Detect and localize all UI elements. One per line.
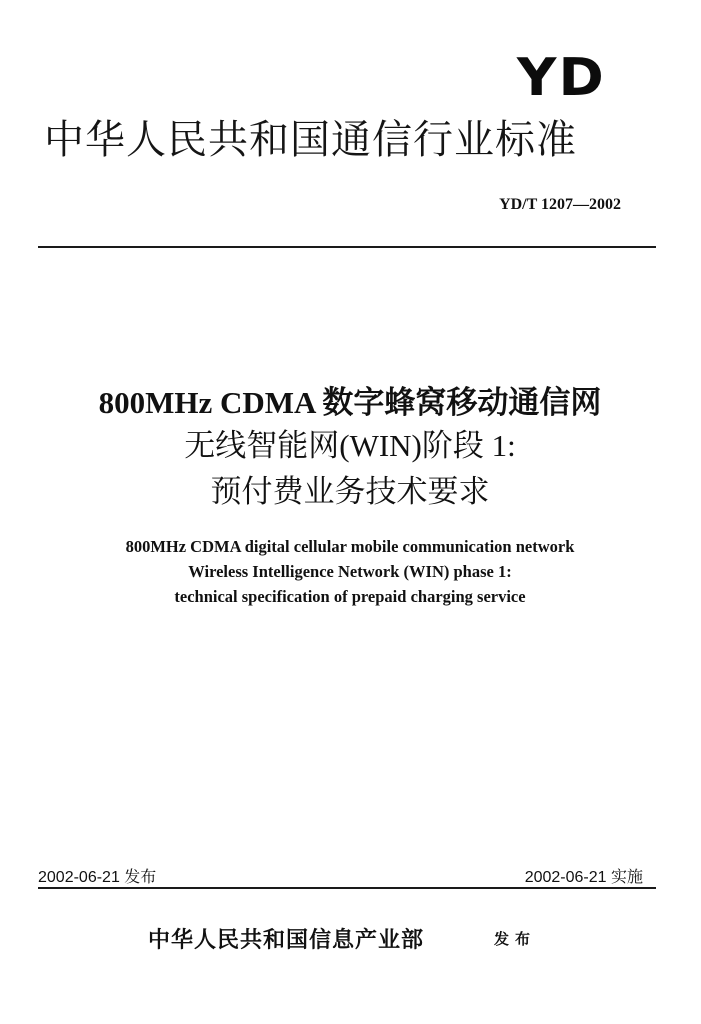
organization-title: 中华人民共和国通信行业标准 bbox=[44, 117, 577, 163]
title-english-line-3: technical specification of prepaid charging service bbox=[174, 587, 526, 606]
standard-logo: YD bbox=[517, 48, 607, 108]
title-chinese-line-2: 无线智能网(WIN)阶段 1: bbox=[184, 428, 516, 463]
top-divider bbox=[38, 246, 656, 248]
implementation-date: 2002-06-21 实施 bbox=[524, 869, 643, 886]
publish-label: 发布 bbox=[494, 930, 537, 948]
title-chinese-line-3: 预付费业务技术要求 bbox=[210, 474, 490, 509]
bottom-divider bbox=[38, 887, 656, 889]
issue-date: 2002-06-21 发布 bbox=[38, 869, 157, 886]
publisher-name: 中华人民共和国信息产业部 bbox=[148, 928, 425, 953]
title-english-line-2: Wireless Intelligence Network (WIN) phase 1: bbox=[188, 562, 512, 581]
title-english-line-1: 800MHz CDMA digital cellular mobile communication network bbox=[125, 537, 575, 556]
standard-number: YD/T 1207—2002 bbox=[499, 196, 621, 213]
title-chinese-line-1: 800MHz CDMA 数字蜂窝移动通信网 bbox=[98, 385, 602, 420]
